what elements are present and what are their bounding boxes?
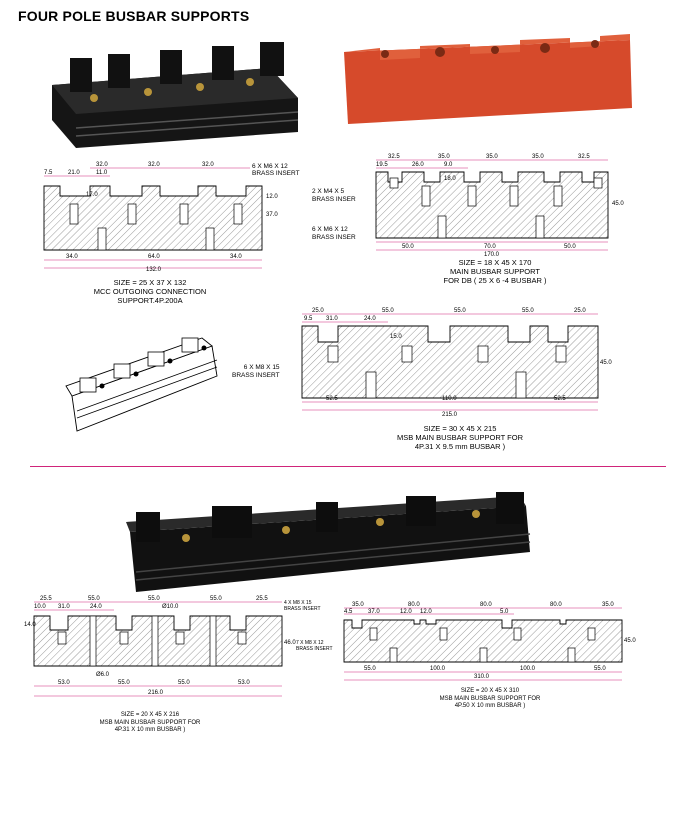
dim-label: 100.0 — [520, 666, 536, 672]
dim-label: 7.5 — [44, 170, 53, 176]
dim-label: 14.0 — [24, 622, 36, 628]
dim-label: 80.0 — [480, 602, 492, 608]
dim-label: 34.0 — [66, 254, 78, 260]
isometric-drawing — [62, 316, 232, 446]
dim-label: 80.0 — [408, 602, 420, 608]
dim-label: 25.0 — [312, 308, 324, 314]
dim-label: 70.0 — [484, 244, 496, 250]
dim-label: 9.5 — [304, 316, 313, 322]
caption-drawing4: SIZE = 20 X 45 X 216 MSB MAIN BUSBAR SUPPORT FOR 4P.31 X 10 mm BUSBAR ) — [99, 712, 201, 733]
dim-label: 26.0 — [412, 162, 424, 168]
dim-label: 35.0 — [486, 154, 498, 160]
dim-label: 310.0 — [474, 674, 490, 680]
dim-label: 35.0 — [352, 602, 364, 608]
dim-label: 45.0 — [612, 201, 624, 207]
red-support-photo — [340, 32, 640, 132]
dim-label: 24.0 — [364, 316, 376, 322]
dim-label: 12.0 — [266, 194, 278, 200]
dim-label: 53.0 — [58, 680, 70, 686]
dim-label: 55.0 — [382, 308, 394, 314]
black-support-photo — [40, 40, 310, 140]
dim-label: 55.0 — [454, 308, 466, 314]
dim-label: 24.0 — [90, 604, 102, 610]
section-divider — [30, 466, 666, 467]
dim-label: 17.0 — [86, 192, 98, 198]
dim-label: 80.0 — [550, 602, 562, 608]
dim-label: 52.5 — [554, 396, 566, 402]
page-title: FOUR POLE BUSBAR SUPPORTS — [18, 8, 250, 24]
caption-drawing5: SIZE = 20 X 45 X 310 MSB MAIN BUSBAR SUPPORT FOR 4P.50 X 10 mm BUSBAR ) — [439, 688, 541, 709]
dim-label: 37.0 — [368, 609, 380, 615]
dim-label: 10.0 — [34, 604, 46, 610]
dim-label: 32.0 — [202, 162, 214, 168]
dim-label: 11.0 — [96, 170, 108, 176]
dim-label: 25.0 — [574, 308, 586, 314]
dim-label: 32.0 — [148, 162, 160, 168]
dim-label: 170.0 — [484, 252, 500, 258]
dim-label: 15.0 — [390, 334, 402, 340]
drawing-4 — [24, 594, 296, 704]
dim-label: 55.0 — [594, 666, 606, 672]
dim-label: 46.0 — [284, 640, 296, 646]
callout-drawing1: 6 X M6 X 12 BRASS INSERT — [252, 163, 300, 177]
dim-label: 34.0 — [230, 254, 242, 260]
callout-drawing5: 7 X M8 X 12 BRASS INSERT — [296, 640, 333, 652]
dim-label: 110.0 — [442, 396, 457, 402]
dim-label: 55.0 — [178, 680, 190, 686]
drawing-2 — [368, 150, 630, 258]
dim-label: 35.0 — [602, 602, 614, 608]
drawing-5 — [340, 600, 636, 686]
caption-drawing3: SIZE = 30 X 45 X 215 MSB MAIN BUSBAR SUPPORT FOR 4P.31 X 9.5 mm BUSBAR ) — [397, 424, 523, 451]
dim-label: 12.0 — [420, 609, 432, 615]
caption-drawing1: SIZE = 25 X 37 X 132 MCC OUTGOING CONNECTION SUPPORT.4P.200A — [93, 278, 207, 305]
dim-label: 37.0 — [266, 212, 278, 218]
dim-label: 25.5 — [256, 596, 268, 602]
dim-label: 35.0 — [532, 154, 544, 160]
dim-label: 132.0 — [146, 267, 162, 273]
dim-label: 19.5 — [376, 162, 388, 168]
dim-label: 45.0 — [624, 638, 636, 644]
dim-label: 4.5 — [344, 609, 353, 615]
dim-label: 52.5 — [326, 396, 338, 402]
dim-label: 50.0 — [402, 244, 414, 250]
dim-label: 45.0 — [600, 360, 612, 366]
dim-label: 32.5 — [388, 154, 400, 160]
dim-label: 9.0 — [444, 162, 453, 168]
dim-label: 55.0 — [88, 596, 100, 602]
callout-drawing3: 6 X M8 X 15 BRASS INSERT — [232, 364, 280, 379]
dim-label: 53.0 — [238, 680, 250, 686]
dim-label: Ø6.0 — [96, 672, 110, 678]
dim-label: 5.0 — [500, 609, 509, 615]
dim-label: 25.5 — [40, 596, 52, 602]
dim-label: 50.0 — [564, 244, 576, 250]
dim-label: Ø10.0 — [162, 604, 179, 610]
drawing-3 — [298, 306, 614, 418]
dim-label: 21.0 — [68, 170, 80, 176]
callout-drawing4: 4 X M8 X 15 BRASS INSERT — [284, 600, 321, 612]
dim-label: 215.0 — [442, 412, 458, 418]
dim-label: 55.0 — [148, 596, 160, 602]
caption-drawing2: SIZE = 18 X 45 X 170 MAIN BUSBAR SUPPORT FOR DB ( 25 X 6 -4 BUSBAR ) — [443, 258, 547, 285]
dim-label: 31.0 — [326, 316, 338, 322]
dim-label: 216.0 — [148, 690, 164, 696]
dim-label: 32.5 — [578, 154, 590, 160]
callout-drawing2-a: 2 X M4 X 5 BRASS INSER — [312, 188, 356, 203]
dim-label: 55.0 — [522, 308, 534, 314]
callout-drawing2-b: 6 X M6 X 12 BRASS INSER — [312, 226, 356, 241]
dim-label: 55.0 — [118, 680, 130, 686]
dim-label: 18.0 — [444, 176, 456, 182]
dim-label: 31.0 — [58, 604, 70, 610]
dim-label: 64.0 — [148, 254, 160, 260]
dim-label: 35.0 — [438, 154, 450, 160]
dim-label: 32.0 — [96, 162, 108, 168]
dim-label: 55.0 — [210, 596, 222, 602]
dim-label: 100.0 — [430, 666, 446, 672]
long-black-support-photo — [126, 492, 536, 596]
dim-label: 55.0 — [364, 666, 376, 672]
dim-label: 12.0 — [400, 609, 412, 615]
